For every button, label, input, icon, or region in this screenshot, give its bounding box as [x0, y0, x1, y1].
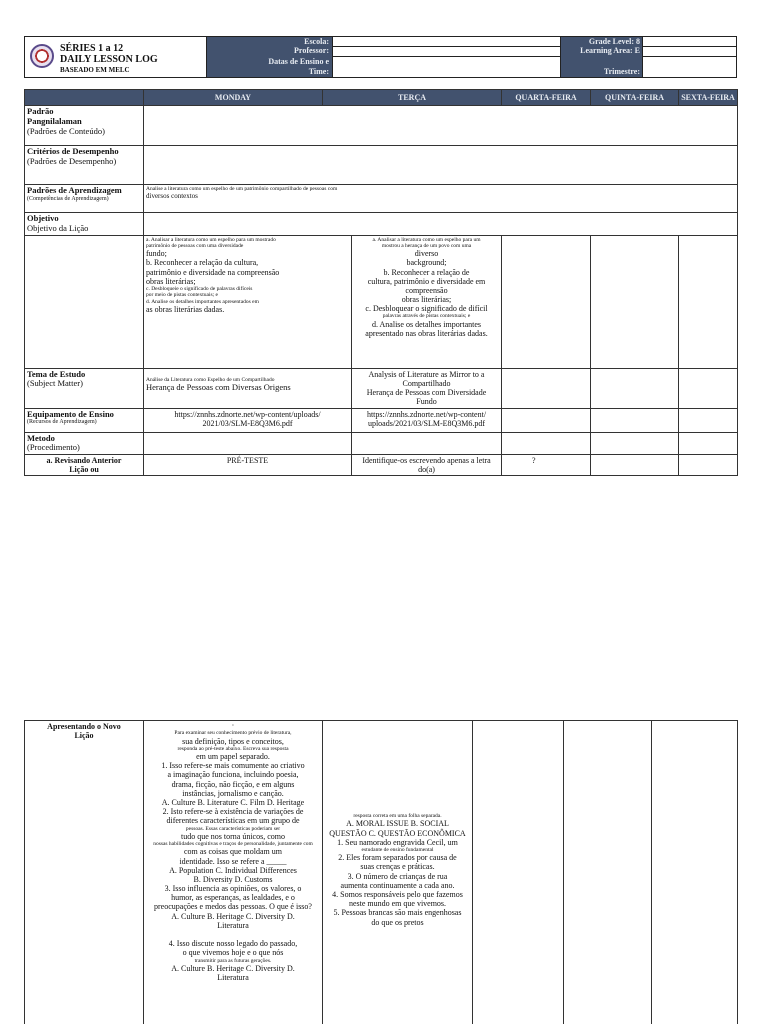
lower-mon-line: sua definição, tipos e conceitos, — [182, 736, 284, 746]
lower-mon-line: preocupações e medos das pessoas. O que é isso? — [154, 902, 312, 912]
lower-mon-line: 4. Isso discute nosso legado do passado, — [168, 939, 298, 949]
lower-wed-line: neste mundo em que vivemos. — [348, 899, 447, 909]
objective-wed-line: apresentado nas obras literárias dadas. — [365, 328, 488, 338]
lesson-log-header — [24, 36, 737, 78]
lower-mon-line: A. Culture B. Heritage C. Diversity D. — [171, 911, 295, 921]
label-revisando: a. Revisando Anterior Lição ou — [25, 455, 144, 476]
label-equipamento: Equipamento de Ensino (Recursos de Aprendizagem) — [25, 408, 144, 432]
lower-mon-line: tudo que nos torna únicos, como — [181, 831, 285, 841]
lower-mon-line: pessoas. Essas características poderiam ser — [185, 825, 281, 832]
lower-mon-line: Para examinar seu conhecimento prévio de literatura, — [174, 730, 292, 737]
lower-mon-line: com as coisas que moldam um — [184, 847, 282, 857]
objective-mon-line: patrimônio de pessoas com uma diversidade — [146, 242, 244, 249]
row-criterios — [25, 146, 738, 185]
time-label: Time: — [308, 67, 329, 76]
row-aprendizagem — [25, 185, 738, 213]
lesson-plan-table — [24, 89, 738, 476]
lower-wed-line: suas crenças e práticas. — [360, 862, 435, 872]
day-quarta: QUARTA-FEIRA — [502, 90, 591, 106]
revisando-wednesday: Identifique-os escrevendo apenas a letra do(a) — [352, 455, 502, 476]
objective-wed-line: d. Analise os detalhes importantes — [371, 319, 482, 329]
deped-seal-icon — [30, 44, 54, 68]
lower-mon-line: 1. Isso refere-se mais comumente ao criativo — [161, 761, 305, 771]
days-header-row — [25, 90, 738, 106]
objective-wed-line: palavras através de pistas contextuais; e — [382, 313, 471, 320]
lower-wed-line: 5. Pessoas brancas são mais engenhosas — [333, 908, 462, 918]
lower-mon-line: o que vivemos hoje e o que nós — [182, 948, 284, 958]
objective-sexta — [591, 235, 679, 368]
lower-mon-line: identidade. Isso se refere a _____ — [179, 856, 287, 866]
day-terca: TERÇA — [323, 90, 502, 106]
revisando-monday: PRÉ-TESTE — [144, 455, 352, 476]
objective-mon-line: fundo; — [146, 249, 167, 259]
lower-mon-line: responda ao pré-teste abaixo. Escreva sua resposta — [177, 745, 289, 752]
lower-mon-line: nossas habilidades cognitivas e traços de personalidade, juntamente com — [153, 841, 313, 847]
lower-mon-line: instâncias, jornalismo e canção. — [182, 788, 284, 798]
lower-wed-line: resposta correta em uma folha separada. — [353, 813, 442, 819]
apresentando-wednesday — [323, 721, 473, 1024]
objective-mon-line: a. Analisar a literatura como um espelho para um mostrado — [146, 236, 276, 243]
equip-wednesday-link[interactable]: https://znnhs.zdnorte.net/wp-content/ uploads/2021/03/SLM-E8Q3M6.pdf — [352, 408, 502, 432]
row-tema — [25, 368, 738, 408]
lower-mon-line: a imaginação funciona, incluindo poesia, — [167, 770, 299, 780]
objective-wed-line: obras literárias; — [401, 295, 452, 305]
day-sexta: SEXTA-FEIRA — [679, 90, 738, 106]
label-padrao: Padrão Pangnilalaman (Padrões de Conteúdo) — [25, 106, 144, 146]
label-criterios: Critérios de Desempenho (Padrões de Desempenho) — [25, 146, 144, 185]
lower-wed-line: do que os pretos — [371, 917, 424, 927]
lower-wed-line: aumenta continuamente a cada ano. — [340, 880, 455, 890]
log-title: DAILY LESSON LOG — [60, 54, 158, 65]
label-objetivo: Objetivo Objetivo da Lição — [25, 213, 144, 236]
lower-mon-line: humor, as esperanças, as lealdades, e o — [171, 893, 295, 903]
day-monday: MONDAY — [144, 90, 323, 106]
lower-mon-line: drama, ficção, não ficção, e em alguns — [171, 779, 295, 789]
objective-extra — [679, 235, 738, 368]
objective-mon-line: obras literárias; — [146, 276, 196, 286]
label-metodo: Metodo (Procedimento) — [25, 432, 144, 455]
header-right-labels — [560, 37, 642, 77]
value-criterios — [144, 146, 738, 185]
objective-wed-line: c. Desbloquear o significado de difícil — [365, 304, 488, 314]
value-aprendizagem: Analise a literatura como um espelho de um patrimônio compartilhado de pessoas com diversos contextos — [144, 185, 738, 213]
objective-wed-line: background; — [406, 258, 447, 268]
row-revisando — [25, 455, 738, 476]
lower-mon-line: diferentes características em um grupo de — [166, 816, 300, 826]
objective-mon-line: patrimônio e diversidade na compreensão — [146, 267, 280, 277]
series-label: SÉRIES 1 a 12 — [60, 43, 124, 54]
row-padrao — [25, 106, 738, 146]
learning-area-label: Learning Area: E — [580, 46, 640, 55]
datas-label: Datas de Ensino e — [268, 57, 329, 66]
lower-wed-line: 3. O número de crianças de rua — [347, 871, 448, 881]
objective-mon-line: d. Analise os detalhes importantes apresentados em — [146, 298, 259, 305]
value-padrao — [144, 106, 738, 146]
lower-mon-line: A. Culture B. Literature C. Film D. Heritage — [161, 797, 305, 807]
objective-quinta — [502, 235, 591, 368]
header-right-values — [642, 37, 736, 77]
lower-mon-line: transmitir para as futuras gerações. — [194, 957, 272, 964]
label-tema: Tema de Estudo (Subject Matter) — [25, 368, 144, 408]
objective-mon-line: b. Reconhecer a relação da cultura, — [146, 258, 259, 268]
lesson-plan-table-continued — [24, 720, 738, 1024]
lower-mon-line: 3. Isso influencia as opiniões, os valores, o — [164, 884, 302, 894]
tema-wednesday: Analysis of Literature as Mirror to a Compartilhado Herança de Pessoas com Diversidade Fundo — [352, 368, 502, 408]
header-labels — [206, 37, 332, 77]
objective-mon-line: c. Desbloqueie o significado de palavras difíceis — [146, 285, 253, 292]
header-brand — [25, 37, 206, 77]
lower-mon-line: A. Culture B. Heritage C. Diversity D. — [171, 963, 295, 973]
lower-wed-line: A. MORAL ISSUE B. SOCIAL — [346, 819, 449, 829]
row-apresentando — [25, 721, 738, 1024]
professor-label: Professor: — [294, 46, 329, 55]
lower-mon-line — [146, 930, 320, 939]
day-quinta: QUINTA-FEIRA — [591, 90, 679, 106]
equip-monday-link[interactable]: https://znnhs.zdnorte.net/wp-content/uploads/ 2021/03/SLM-E8Q3M6.pdf — [144, 408, 352, 432]
lower-wed-line: 2. Eles foram separados por causa de — [338, 853, 457, 863]
apresentando-monday: · Para examinar seu conhecimento prévio de literatura, sua definição, tipos e conceitos, responda ao pré-teste abaixo. Escreva sua resposta em um papel separado. 1. Isso refere-se mais comumente ao criativo a imaginação funciona, incluindo poesia, drama, ficção, não ficção, e em alguns instâncias, jornalismo e canção. A. Culture B. Literature C. Film D. Heritage 2. Isto refere-se à existência de variações de diferentes características em um grupo de pessoas. Essas características poderiam ser tudo que nos torna únicos, como nossas habilidades cognitivas e traços de personalidade, juntamente com com as coisas que moldam um identidade. Isso se refere a _____ A. Population C. Individual Differences B. Diversity D. Customs 3. Isso influencia as opiniões, os valores, o humor, as esperanças, as lealdades, e o preocupações e medos das pessoas. O que é isso? A. Culture B. Heritage C. Diversity D. Literatura 4. Isso discute nosso legado do passado, o que vivemos hoje e o que nós transmitir para as futuras gerações. A. Culture B. Heritage C. Diversity D. Literatura — [144, 721, 323, 1024]
header-values — [332, 37, 560, 77]
objective-wed-line: a. Analisar a literatura como um espelho para um — [372, 236, 481, 243]
objective-wed-line: compreensão — [405, 285, 448, 295]
objective-wed-line: diverso — [414, 249, 439, 259]
objective-mon-line: por meio de pistas contextuais; e — [146, 292, 218, 299]
label-apresentando: Apresentando o Novo Lição — [25, 721, 144, 1024]
grade-level-label: Grade Level: 8 — [588, 37, 640, 46]
lower-mon-line: Literatura — [217, 920, 249, 930]
corner-header — [25, 90, 144, 106]
label-objectives-blank — [25, 235, 144, 368]
row-objetivo — [25, 213, 738, 236]
objective-wednesday — [352, 235, 502, 368]
lower-wed-line: estudante de ensino fundamental — [361, 846, 434, 853]
lower-mon-line: A. Population C. Individual Differences — [169, 865, 297, 875]
log-subtitle: BASEADO EM MELC — [60, 66, 130, 74]
value-objetivo — [144, 213, 738, 236]
row-objectives-detail — [25, 235, 738, 368]
lower-mon-line: Literatura — [217, 973, 249, 983]
objective-wed-line: b. Reconhecer a relação de — [383, 267, 470, 277]
lower-wed-line: 1. Seu namorado engravida Cecil, um — [337, 837, 458, 847]
lower-wed-line: 4. Somos responsáveis pelo que fazemos — [332, 889, 463, 899]
row-metodo — [25, 432, 738, 455]
lower-mon-line: em um papel separado. — [196, 752, 270, 761]
lower-mon-line: B. Diversity D. Customs — [193, 874, 273, 884]
objective-mon-line: as obras literárias dadas. — [146, 304, 225, 314]
revisando-thursday: ? — [502, 455, 591, 476]
row-equipamento — [25, 408, 738, 432]
lower-wed-line: QUESTÃO C. QUESTÃO ECONÔMICA — [329, 828, 466, 838]
escola-label: Escola: — [304, 37, 329, 46]
objective-wed-line: cultura, patrimônio e diversidade em — [367, 276, 486, 286]
trimestre-label: Trimestre: — [603, 67, 640, 76]
objective-monday — [144, 235, 352, 368]
label-aprendizagem: Padrões de Aprendizagem (Competências de Aprendizagem) — [25, 185, 144, 213]
tema-monday: Análise da Literatura como Espelho de um Compartilhado Herança de Pessoas com Diversas Origens — [144, 368, 352, 408]
lower-mon-line: 2. Isto refere-se à existência de variações de — [162, 807, 304, 817]
objective-wed-line: mostrou a herança de um povo com uma — [381, 242, 472, 249]
